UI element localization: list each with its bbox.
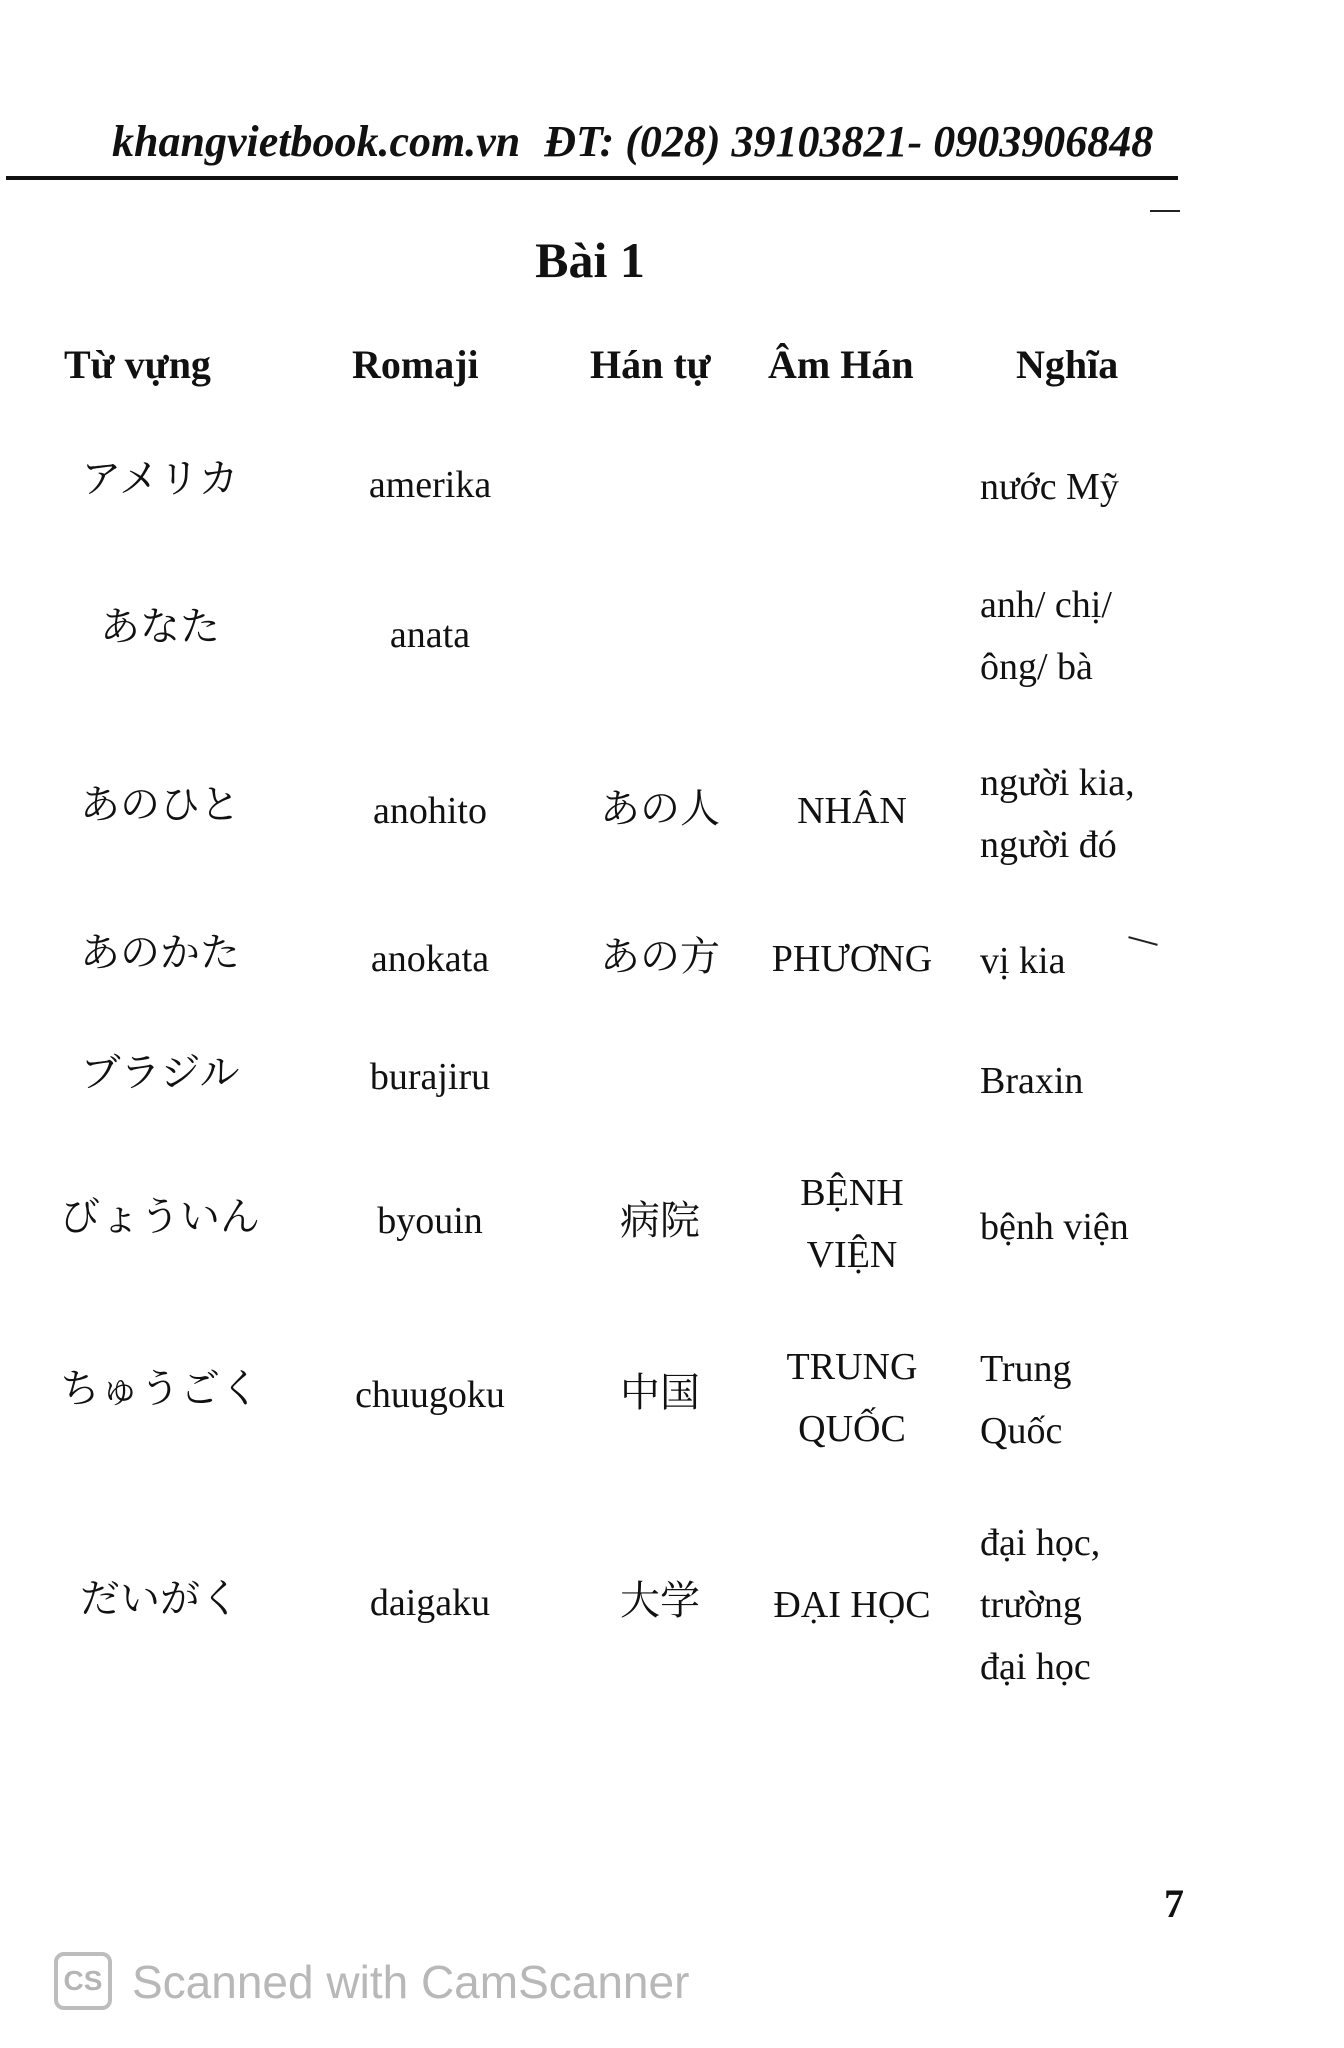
romaji: burajiru	[369, 1056, 491, 1098]
kanji: あの人	[600, 786, 720, 832]
vocab-word: あのひと	[80, 782, 240, 828]
am-han-line: BỆNH	[800, 1172, 904, 1214]
meaning-line: người đó	[980, 824, 1117, 866]
col-head-kanji: Hán tự	[590, 342, 711, 387]
camscanner-logo-icon: CS	[54, 1952, 112, 2010]
romaji: amerika	[368, 464, 492, 506]
am-han-line: TRUNG	[786, 1346, 918, 1388]
header-site: khangvietbook.com.vn	[112, 117, 521, 166]
col-head-meaning: Nghĩa	[1016, 342, 1119, 387]
header-rule	[6, 176, 1178, 180]
watermark-text: Scanned with CamScanner	[132, 1956, 690, 2008]
meaning-line: vị kia	[980, 940, 1066, 982]
vocab-word: アメリカ	[81, 456, 239, 502]
vocab-word: ちゅうごく	[60, 1366, 260, 1412]
meaning-line: nước Mỹ	[980, 466, 1119, 508]
kanji: 大学	[620, 1578, 700, 1624]
lesson-title: Bài 1	[535, 232, 645, 288]
vocab-word: びょういん	[60, 1194, 260, 1240]
meaning-line: ông/ bà	[980, 646, 1093, 688]
col-head-am-han: Âm Hán	[768, 342, 914, 387]
vocab-word: あのかた	[80, 930, 240, 976]
meaning-line: người kia,	[980, 762, 1135, 804]
meaning-line: đại học	[980, 1646, 1091, 1688]
col-head-romaji: Romaji	[352, 342, 479, 387]
meaning-line: Quốc	[980, 1410, 1063, 1452]
romaji: anohito	[373, 790, 487, 832]
kanji: 病院	[620, 1198, 700, 1244]
meaning-line: anh/ chị/	[980, 584, 1112, 626]
meaning-line: Trung	[980, 1348, 1072, 1390]
meaning-line: Braxin	[980, 1060, 1084, 1102]
meaning-line: bệnh viện	[980, 1206, 1129, 1248]
margin-mark	[1150, 210, 1180, 212]
header-phone: ĐT: (028) 39103821- 0903906848	[544, 117, 1154, 166]
vocab-word: ブラジル	[80, 1050, 240, 1096]
am-han-line: NHÂN	[797, 790, 907, 832]
page-number: 7	[1164, 1881, 1184, 1926]
romaji: daigaku	[369, 1582, 491, 1624]
kanji: あの方	[600, 934, 720, 980]
romaji: anata	[389, 614, 471, 656]
vocab-word: だいがく	[80, 1576, 240, 1622]
romaji: chuugoku	[355, 1374, 505, 1416]
meaning-line: đại học,	[980, 1522, 1101, 1564]
meaning-line: trường	[980, 1584, 1082, 1626]
am-han-line: VIỆN	[806, 1234, 898, 1276]
kanji: 中国	[620, 1370, 700, 1416]
am-han-line: ĐẠI HỌC	[773, 1584, 931, 1626]
am-han-line: PHƯƠNG	[771, 938, 933, 980]
am-han-line: QUỐC	[798, 1408, 906, 1450]
romaji: anokata	[370, 938, 490, 980]
vocab-word: あなた	[100, 604, 220, 650]
romaji: byouin	[377, 1200, 483, 1242]
page-header	[112, 112, 1172, 172]
col-head-vocab: Từ vựng	[64, 342, 211, 387]
